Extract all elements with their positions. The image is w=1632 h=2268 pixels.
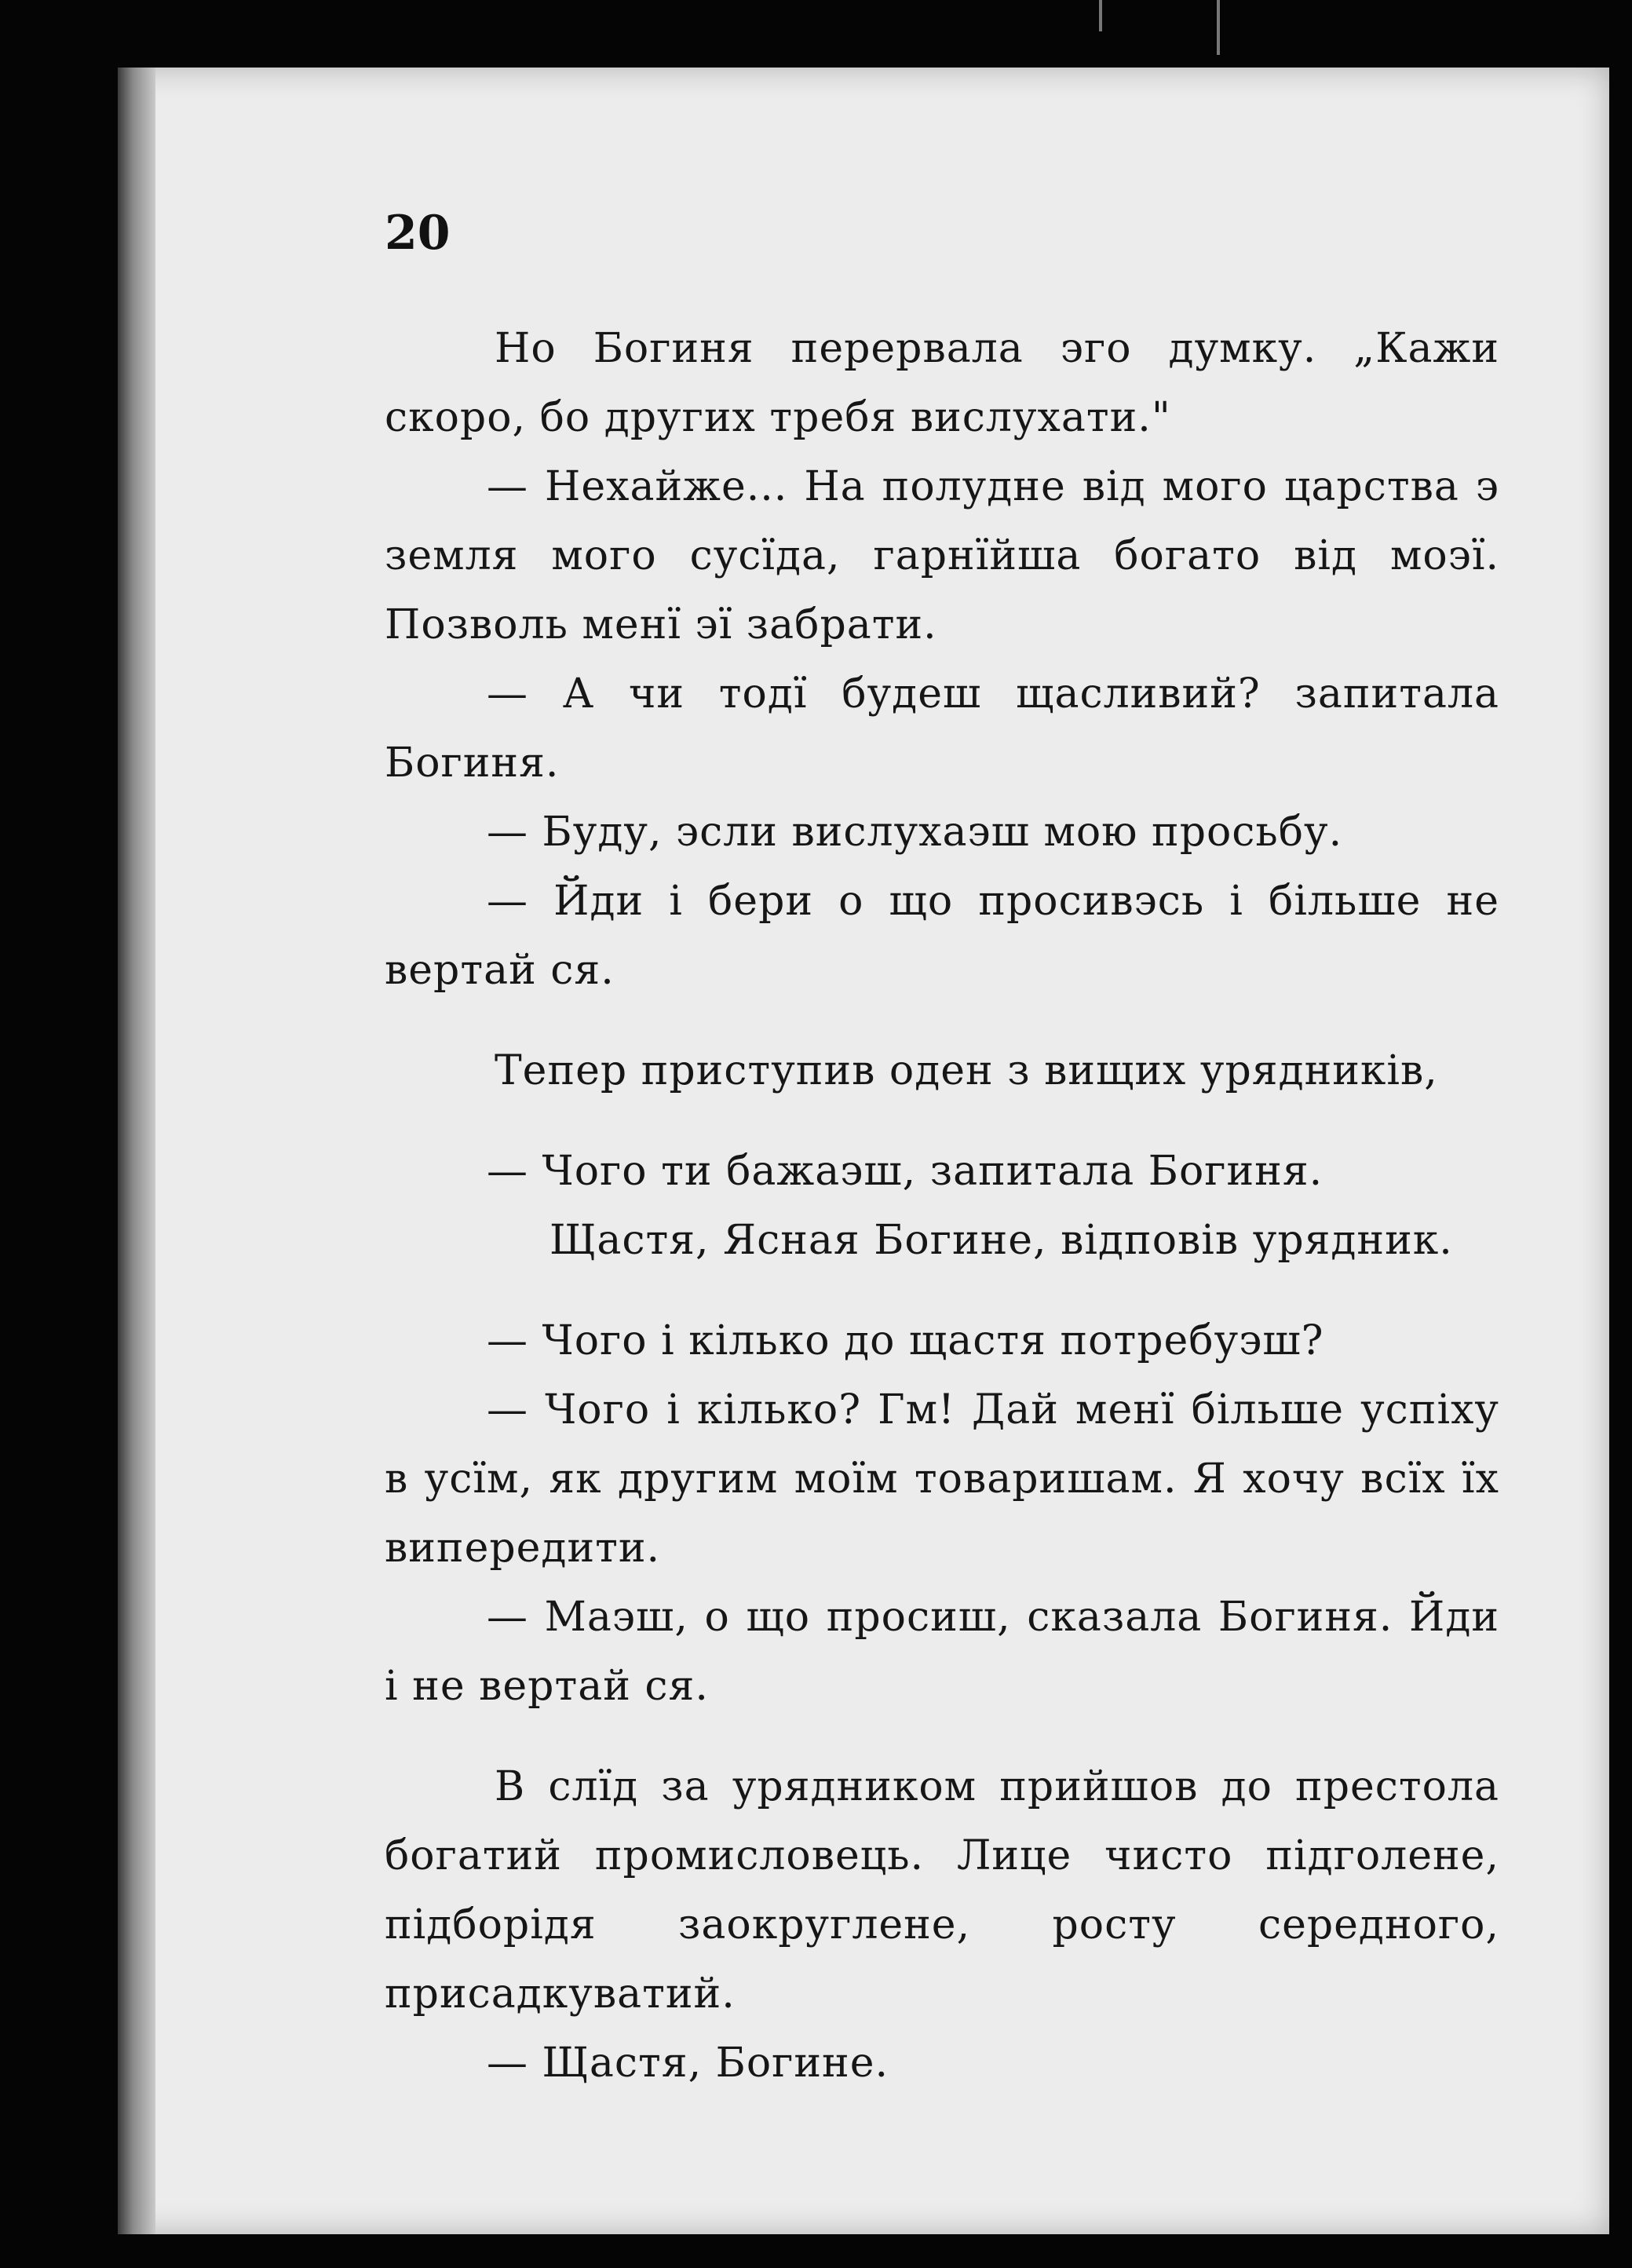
paragraph: — Чого і кілько до щастя потребуэш? xyxy=(487,1317,1324,1364)
paragraph: — Чого і кілько? Гм! Дай менї більше успіху в усїм, як другим моїм товаришам. Я хочу всїх їх випередити. xyxy=(385,1386,1499,1572)
paragraph: Тепер приступив оден з вищих урядників, xyxy=(495,1047,1438,1094)
film-scratch xyxy=(1217,0,1220,55)
paragraph: — Щастя, Богине. xyxy=(487,2040,889,2087)
film-scratch xyxy=(1099,0,1102,31)
paragraph: — А чи тодї будеш щасливий? запитала Богиня. xyxy=(385,670,1499,787)
paragraph: В слїд за урядником прийшов до престола богатий промисловець. Лице чисто підголене, підборідя заокруглене, росту середного, присадкуватий. xyxy=(385,1763,1499,2018)
body-text xyxy=(385,314,1499,2098)
paragraph: — Йди і бери о що просивэсь і більше не вертай ся. xyxy=(385,878,1499,994)
paragraph: Щастя, Ясная Богине, відповів урядник. xyxy=(549,1217,1453,1264)
page-binding-edge xyxy=(118,68,155,2234)
paragraph: — Чого ти бажаэш, запитала Богиня. xyxy=(487,1148,1323,1195)
page-number: 20 xyxy=(385,206,451,261)
paragraph: — Нехайже... На полудне від мого царства э земля мого сусїда, гарнїйша богато від моэї. Позволь менї эї забрати. xyxy=(385,463,1499,648)
paragraph: — Маэш, о що просиш, сказала Богиня. Йди і не вертай ся. xyxy=(385,1594,1499,1710)
paragraph: — Буду, эсли вислухаэш мою просьбу. xyxy=(487,809,1343,856)
paragraph: Но Богиня перервала эго думку. „Кажи скоро, бо других требя вислухати." xyxy=(385,325,1499,441)
